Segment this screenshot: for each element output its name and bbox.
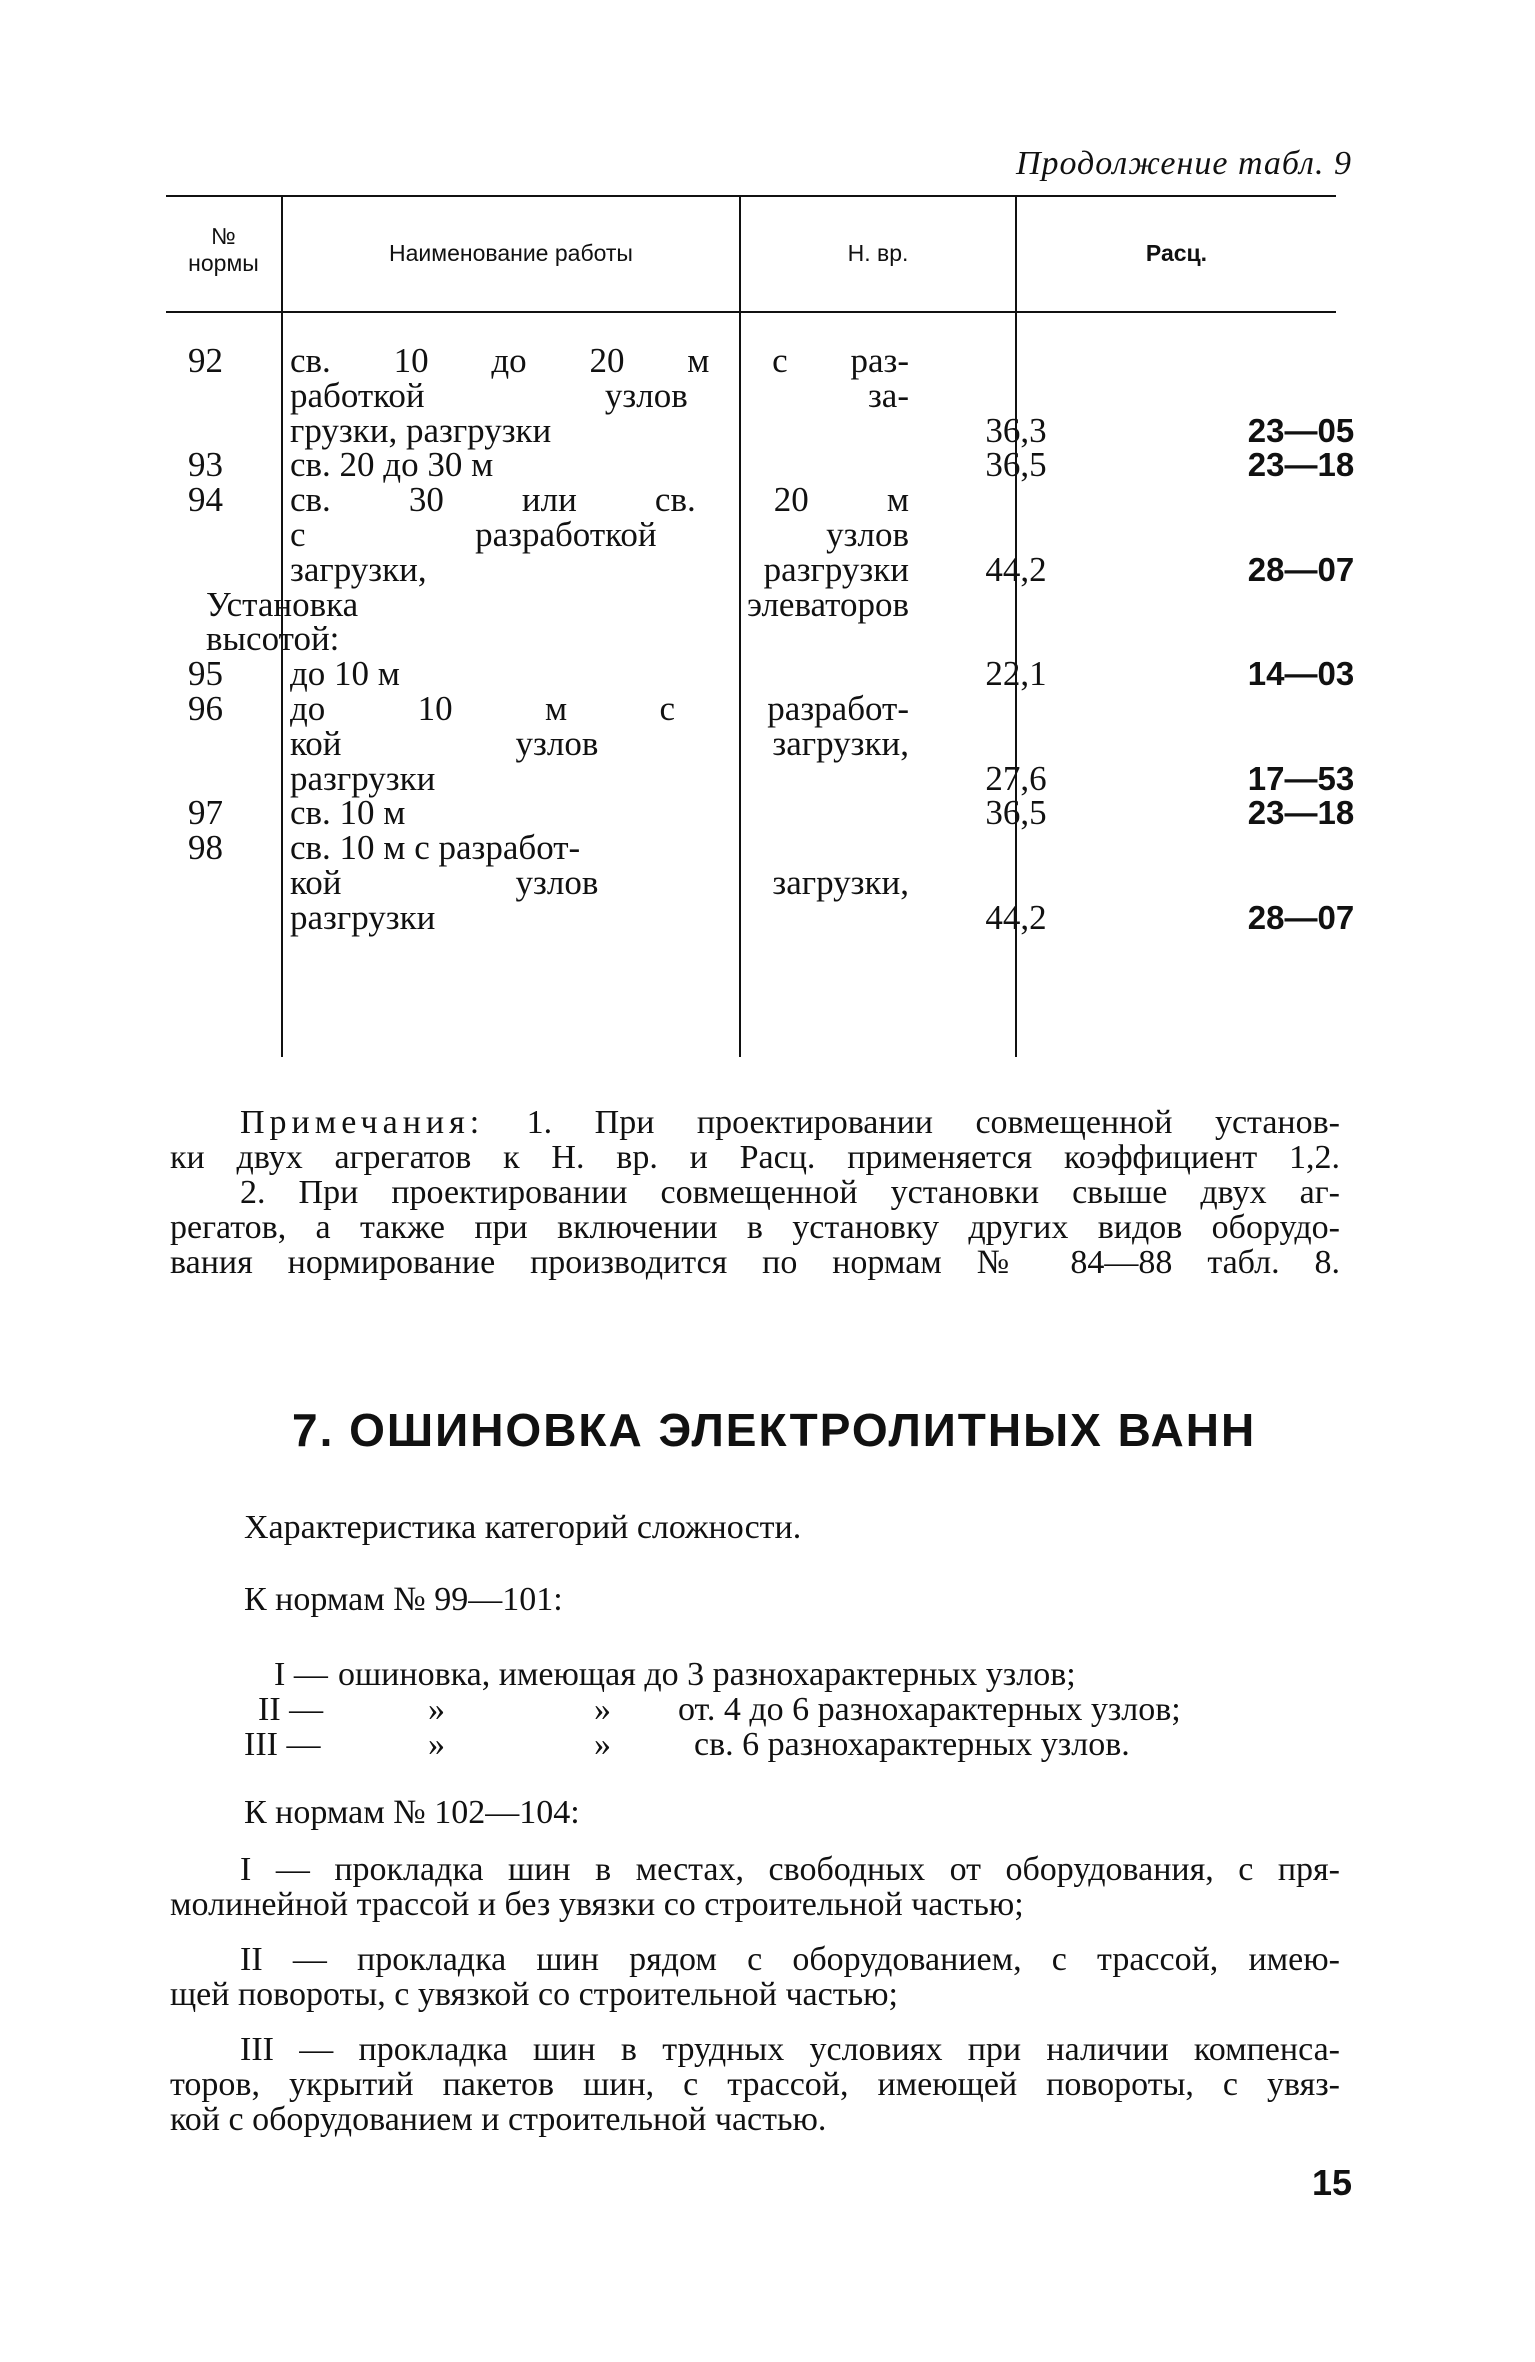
norm-number-cell: 97 — [188, 793, 223, 832]
work-name-line: Установка элеваторов — [206, 585, 909, 624]
notes-line-4: регатов, а также при включении в установку других видов оборудо- — [170, 1209, 1340, 1246]
group2-cat3-line2: торов, укрытий пакетов шин, с трассой, имеющей повороты, с увяз- — [170, 2066, 1340, 2103]
work-name-line: кой узлов загрузки, — [290, 863, 909, 902]
group2-cat2-line2: щей повороты, с увязкой со строительной частью; — [170, 1976, 898, 2013]
norm-time-cell: 22,1 — [985, 654, 1047, 693]
work-name-line: св. 20 до 30 м — [290, 445, 494, 484]
table-continuation-label: Продолжение табл. 9 — [1015, 145, 1352, 182]
notes-line-5: вания нормирование производится по нормам № 84—88 табл. 8. — [170, 1244, 1340, 1281]
work-name-line: св. 30 или св. 20 м — [290, 480, 909, 519]
group2-category-1 — [170, 1851, 1340, 1923]
rate-cell: 17—53 — [1247, 760, 1355, 797]
norm-number-cell: 95 — [188, 654, 223, 693]
group2-cat2-line1: II — прокладка шин рядом с оборудованием, с трассой, имею- — [240, 1941, 1340, 1978]
norm-time-cell: 44,2 — [985, 898, 1047, 937]
norm-number-cell: 93 — [188, 445, 223, 484]
rate-cell: 23—18 — [1247, 794, 1355, 831]
norm-time-cell: 44,2 — [985, 550, 1047, 589]
header-rate: Расц. — [1145, 240, 1208, 266]
notes-block — [170, 1104, 1340, 1281]
work-name-line: до 10 м с разработ- — [290, 689, 909, 728]
table-header-rule — [166, 311, 1336, 313]
rate-cell: 28—07 — [1247, 551, 1355, 588]
work-name-line: загрузки, разгрузки — [290, 550, 909, 589]
norm-time-cell: 36,5 — [985, 793, 1047, 832]
header-norm-time: Н. вр. — [847, 240, 909, 266]
category-description: ошиновка, имеющая до 3 разнохарактерных узлов; — [338, 1656, 1076, 1693]
ditto-mark: » — [594, 1691, 611, 1728]
work-name-line: грузки, разгрузки — [290, 411, 552, 450]
group2-cat3-line3: кой с оборудованием и строительной частью. — [170, 2101, 827, 2138]
notes-line-3: 2. При проектировании совмещенной установки свыше двух аг- — [240, 1174, 1340, 1211]
notes-label: Примечания: — [240, 1104, 485, 1141]
header-norm-number — [166, 223, 281, 277]
work-name-line: разгрузки — [290, 759, 436, 798]
notes-line-2: ки двух агрегатов к Н. вр. и Расц. применяется коэффициент 1,2. — [170, 1139, 1340, 1176]
norm-time-cell: 36,5 — [985, 445, 1047, 484]
table-top-rule — [166, 195, 1336, 197]
work-name-line: св. 10 до 20 м с раз- — [290, 341, 909, 380]
category-numeral: III — — [244, 1726, 321, 1763]
category-description: от. 4 до 6 разнохарактерных узлов; — [678, 1691, 1181, 1728]
notes-line-1 — [240, 1105, 1340, 1140]
norm-number-cell: 92 — [188, 341, 223, 380]
rate-cell: 23—18 — [1247, 446, 1355, 483]
ditto-mark: » — [428, 1691, 445, 1728]
norm-number-cell: 96 — [188, 689, 223, 728]
work-name-line: св. 10 м с разработ- — [290, 828, 581, 867]
category-description: св. 6 разнохарактерных узлов. — [694, 1726, 1130, 1763]
work-name-line: работкой узлов за- — [290, 376, 909, 415]
section-title: 7. ОШИНОВКА ЭЛЕКТРОЛИТНЫХ ВАНН — [292, 1404, 1257, 1456]
group2-category-2 — [170, 1941, 1340, 2013]
work-name-line: до 10 м — [290, 654, 400, 693]
norm-time-cell: 27,6 — [985, 759, 1047, 798]
group2-cat1-line1: I — прокладка шин в местах, свободных от оборудования, с пря- — [240, 1851, 1340, 1888]
header-norm-symbol: № — [211, 223, 236, 249]
work-name-line: разгрузки — [290, 898, 436, 937]
work-name-line: кой узлов загрузки, — [290, 724, 909, 763]
norm-number-cell: 98 — [188, 828, 223, 867]
group2-category-3 — [170, 2031, 1340, 2138]
group2-heading: К нормам № 102—104: — [244, 1794, 580, 1831]
ditto-mark: » — [428, 1726, 445, 1763]
section-subtitle: Характеристика категорий сложности. — [244, 1509, 802, 1546]
category-numeral: II — — [258, 1691, 324, 1728]
work-name-line: с разработкой узлов — [290, 515, 909, 554]
rate-cell: 14—03 — [1247, 655, 1355, 692]
group2-cat3-line1: III — прокладка шин в трудных условиях при наличии компенса- — [240, 2031, 1340, 2068]
page-number: 15 — [1311, 2162, 1352, 2203]
rate-cell: 28—07 — [1247, 899, 1355, 936]
ditto-mark: » — [594, 1726, 611, 1763]
norm-number-cell: 94 — [188, 480, 223, 519]
work-name-line: св. 10 м — [290, 793, 406, 832]
group1-heading: К нормам № 99—101: — [244, 1581, 563, 1618]
norm-time-cell: 36,3 — [985, 411, 1047, 450]
rate-cell: 23—05 — [1247, 412, 1355, 449]
norms-table — [166, 195, 1355, 1055]
note-1-start: 1. При проектировании совмещенной установ- — [526, 1104, 1340, 1141]
header-norm-word: нормы — [188, 250, 259, 276]
header-work-name: Наименование работы — [389, 240, 633, 266]
category-numeral: I — — [274, 1656, 328, 1693]
work-name-line: высотой: — [206, 619, 340, 658]
group2-cat1-line2: молинейной трассой и без увязки со строительной частью; — [170, 1886, 1024, 1923]
